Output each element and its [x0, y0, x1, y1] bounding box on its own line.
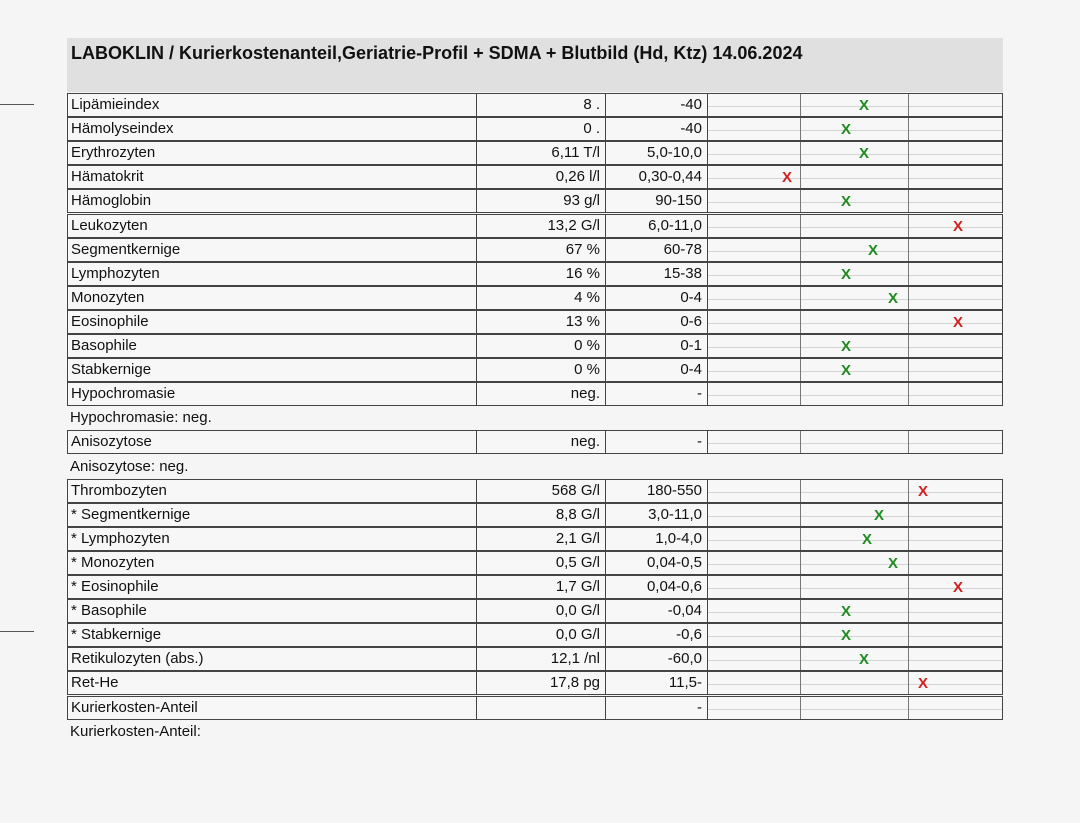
range-bar-high — [909, 190, 1002, 212]
parameter-name: * Basophile — [68, 600, 477, 622]
parameter-name: Erythrozyten — [68, 142, 477, 164]
result-value: neg. — [477, 383, 606, 405]
table-row — [67, 696, 1003, 720]
range-bar-high — [909, 383, 1002, 405]
parameter-name: * Stabkernige — [68, 624, 477, 646]
range-bar-high — [909, 431, 1002, 453]
result-value: 8 . — [477, 94, 606, 116]
result-value: 0,5 G/l — [477, 552, 606, 574]
range-bar-high — [909, 94, 1002, 116]
result-value: 1,7 G/l — [477, 576, 606, 598]
range-bar-low — [708, 383, 801, 405]
left-margin-mark-top — [0, 104, 34, 105]
table-row — [67, 238, 1003, 262]
range-bar-normal — [801, 528, 909, 550]
range-bar-low — [708, 142, 801, 164]
abnormal-marker: X — [918, 675, 929, 692]
result-value: 0,26 l/l — [477, 166, 606, 188]
range-bar-normal — [801, 190, 909, 212]
result-note: Anisozytose: neg. — [70, 458, 189, 475]
range-bar-normal — [801, 480, 909, 502]
reference-range: 0,04-0,6 — [606, 576, 708, 598]
reference-range: 0-4 — [606, 287, 708, 309]
reference-range: 0-1 — [606, 335, 708, 357]
parameter-name: Monozyten — [68, 287, 477, 309]
reference-range: 1,0-4,0 — [606, 528, 708, 550]
range-bar-low — [708, 504, 801, 526]
reference-range: -0,6 — [606, 624, 708, 646]
table-row — [67, 214, 1003, 238]
table-row — [67, 286, 1003, 310]
result-value: 8,8 G/l — [477, 504, 606, 526]
range-bar-normal — [801, 142, 909, 164]
left-margin-mark-bottom — [0, 631, 34, 632]
range-bar-high — [909, 528, 1002, 550]
normal-marker: X — [841, 266, 852, 283]
table-row — [67, 358, 1003, 382]
table-row — [67, 165, 1003, 189]
range-bar-low — [708, 672, 801, 694]
table-row — [67, 262, 1003, 286]
range-bar-high — [909, 118, 1002, 140]
range-bar-low — [708, 263, 801, 285]
reference-range: 180-550 — [606, 480, 708, 502]
table-row — [67, 671, 1003, 695]
range-bar-normal — [801, 94, 909, 116]
reference-range: 15-38 — [606, 263, 708, 285]
result-value: 16 % — [477, 263, 606, 285]
parameter-name: Eosinophile — [68, 311, 477, 333]
parameter-name: Hypochromasie — [68, 383, 477, 405]
range-bar-high — [909, 287, 1002, 309]
abnormal-marker: X — [918, 483, 929, 500]
normal-marker: X — [888, 290, 899, 307]
reference-range: 90-150 — [606, 190, 708, 212]
normal-marker: X — [841, 603, 852, 620]
result-value: 0 % — [477, 359, 606, 381]
reference-range: -40 — [606, 118, 708, 140]
parameter-name: Hämatokrit — [68, 166, 477, 188]
table-row — [67, 479, 1003, 503]
range-bar-low — [708, 648, 801, 670]
reference-range: -0,04 — [606, 600, 708, 622]
abnormal-marker: X — [953, 218, 964, 235]
range-bar-low — [708, 118, 801, 140]
normal-marker: X — [859, 97, 870, 114]
table-row — [67, 382, 1003, 406]
range-bar-normal — [801, 504, 909, 526]
range-bar-high — [909, 263, 1002, 285]
range-bar-low — [708, 335, 801, 357]
normal-marker: X — [841, 121, 852, 138]
range-bar-high — [909, 504, 1002, 526]
reference-range: 0,30-0,44 — [606, 166, 708, 188]
parameter-name: Segmentkernige — [68, 239, 477, 261]
range-bar-high — [909, 239, 1002, 261]
normal-marker: X — [874, 507, 885, 524]
result-note: Hypochromasie: neg. — [70, 409, 212, 426]
abnormal-marker: X — [782, 169, 793, 186]
normal-marker: X — [841, 193, 852, 210]
range-bar-low — [708, 576, 801, 598]
range-bar-low — [708, 480, 801, 502]
range-bar-normal — [801, 624, 909, 646]
report-title: LABOKLIN / Kurierkostenanteil,Geriatrie-Profil + SDMA + Blutbild (Hd, Ktz) 14.06.2024 — [67, 38, 1003, 92]
normal-marker: X — [841, 338, 852, 355]
range-bar-low — [708, 287, 801, 309]
result-value: 0 % — [477, 335, 606, 357]
range-bar-low — [708, 552, 801, 574]
parameter-name: * Segmentkernige — [68, 504, 477, 526]
table-row — [67, 93, 1003, 117]
range-bar-normal — [801, 215, 909, 237]
table-row — [67, 310, 1003, 334]
range-bar-low — [708, 311, 801, 333]
range-bar-high — [909, 359, 1002, 381]
range-bar-high — [909, 166, 1002, 188]
range-bar-low — [708, 624, 801, 646]
abnormal-marker: X — [953, 579, 964, 596]
range-bar-high — [909, 648, 1002, 670]
reference-range: - — [606, 383, 708, 405]
table-row — [67, 117, 1003, 141]
parameter-name: Ret-He — [68, 672, 477, 694]
reference-range: 6,0-11,0 — [606, 215, 708, 237]
normal-marker: X — [859, 145, 870, 162]
reference-range: -40 — [606, 94, 708, 116]
parameter-name: Thrombozyten — [68, 480, 477, 502]
range-bar-normal — [801, 263, 909, 285]
result-value: 67 % — [477, 239, 606, 261]
result-value: 568 G/l — [477, 480, 606, 502]
parameter-name: Retikulozyten (abs.) — [68, 648, 477, 670]
table-row — [67, 575, 1003, 599]
range-bar-normal — [801, 311, 909, 333]
range-bar-low — [708, 359, 801, 381]
range-bar-normal — [801, 648, 909, 670]
range-bar-normal — [801, 697, 909, 719]
range-bar-low — [708, 190, 801, 212]
parameter-name: Hämoglobin — [68, 190, 477, 212]
normal-marker: X — [868, 242, 879, 259]
table-row — [67, 623, 1003, 647]
result-value — [477, 697, 606, 719]
reference-range: 3,0-11,0 — [606, 504, 708, 526]
reference-range: 0,04-0,5 — [606, 552, 708, 574]
parameter-name: Lymphozyten — [68, 263, 477, 285]
table-row — [67, 141, 1003, 165]
range-bar-low — [708, 431, 801, 453]
result-value: 0 . — [477, 118, 606, 140]
result-value: neg. — [477, 431, 606, 453]
range-bar-low — [708, 528, 801, 550]
reference-range: - — [606, 697, 708, 719]
range-bar-normal — [801, 431, 909, 453]
range-bar-normal — [801, 672, 909, 694]
result-value: 17,8 pg — [477, 672, 606, 694]
parameter-name: * Eosinophile — [68, 576, 477, 598]
range-bar-normal — [801, 118, 909, 140]
result-value: 2,1 G/l — [477, 528, 606, 550]
range-bar-low — [708, 94, 801, 116]
range-bar-normal — [801, 239, 909, 261]
range-bar-low — [708, 600, 801, 622]
result-value: 13 % — [477, 311, 606, 333]
table-row — [67, 430, 1003, 454]
result-value: 13,2 G/l — [477, 215, 606, 237]
table-row — [67, 503, 1003, 527]
normal-marker: X — [841, 627, 852, 644]
result-value: 4 % — [477, 287, 606, 309]
parameter-name: Basophile — [68, 335, 477, 357]
range-bar-normal — [801, 359, 909, 381]
range-bar-low — [708, 239, 801, 261]
reference-range: 0-6 — [606, 311, 708, 333]
abnormal-marker: X — [953, 314, 964, 331]
result-value: 6,11 T/l — [477, 142, 606, 164]
parameter-name: Hämolyseindex — [68, 118, 477, 140]
range-bar-high — [909, 142, 1002, 164]
range-bar-normal — [801, 166, 909, 188]
range-bar-normal — [801, 576, 909, 598]
reference-range: 11,5- — [606, 672, 708, 694]
parameter-name: Lipämieindex — [68, 94, 477, 116]
result-value: 12,1 /nl — [477, 648, 606, 670]
range-bar-high — [909, 600, 1002, 622]
parameter-name: Stabkernige — [68, 359, 477, 381]
range-bar-high — [909, 697, 1002, 719]
range-bar-low — [708, 215, 801, 237]
normal-marker: X — [841, 362, 852, 379]
reference-range: -60,0 — [606, 648, 708, 670]
reference-range: 60-78 — [606, 239, 708, 261]
result-value: 93 g/l — [477, 190, 606, 212]
parameter-name: Kurierkosten-Anteil — [68, 697, 477, 719]
table-row — [67, 599, 1003, 623]
parameter-name: Leukozyten — [68, 215, 477, 237]
table-row — [67, 189, 1003, 213]
parameter-name: Anisozytose — [68, 431, 477, 453]
result-value: 0,0 G/l — [477, 624, 606, 646]
table-row — [67, 551, 1003, 575]
reference-range: 5,0-10,0 — [606, 142, 708, 164]
table-row — [67, 334, 1003, 358]
reference-range: 0-4 — [606, 359, 708, 381]
parameter-name: * Lymphozyten — [68, 528, 477, 550]
result-value: 0,0 G/l — [477, 600, 606, 622]
normal-marker: X — [888, 555, 899, 572]
table-row — [67, 527, 1003, 551]
normal-marker: X — [859, 651, 870, 668]
reference-range: - — [606, 431, 708, 453]
range-bar-high — [909, 335, 1002, 357]
range-bar-high — [909, 552, 1002, 574]
range-bar-normal — [801, 383, 909, 405]
range-bar-normal — [801, 600, 909, 622]
range-bar-low — [708, 697, 801, 719]
table-row — [67, 647, 1003, 671]
parameter-name: * Monozyten — [68, 552, 477, 574]
range-bar-high — [909, 624, 1002, 646]
normal-marker: X — [862, 531, 873, 548]
range-bar-normal — [801, 335, 909, 357]
result-note: Kurierkosten-Anteil: — [70, 723, 201, 740]
